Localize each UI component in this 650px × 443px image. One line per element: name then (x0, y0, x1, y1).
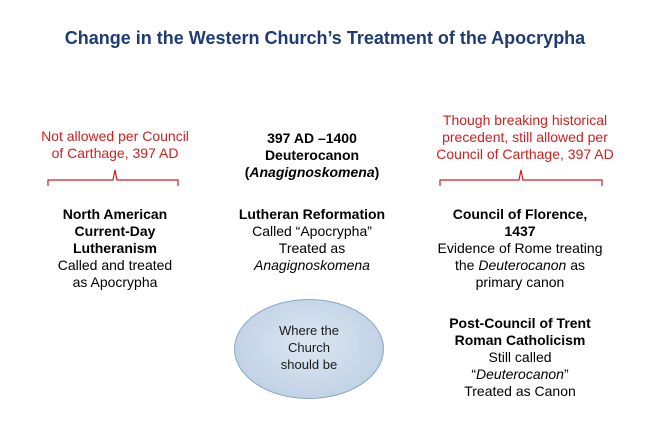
ellipse-line-3: should be (280, 357, 338, 372)
left-annotation-line-1: Not allowed per Council (41, 128, 189, 144)
florence-heading-line-1: Council of Florence, (452, 206, 588, 222)
trent-body-line-3: Treated as Canon (464, 383, 576, 399)
florence-body-term: Deuterocanon (478, 257, 567, 273)
center-body-line-2: Treated as (278, 240, 346, 256)
left-body-line-1: Called and treated (57, 257, 173, 273)
trent-body-line-1: Still called (488, 349, 552, 365)
center-period-term: Anagignoskomena (249, 164, 375, 180)
left-heading-line-1: North American (62, 206, 168, 222)
right-annotation-line-2: precedent, still allowed per (442, 129, 608, 145)
center-period-line-2: Deuterocanon (264, 147, 360, 163)
center-heading: Lutheran Reformation (238, 206, 386, 222)
left-heading-line-2: Current-Day (74, 223, 156, 239)
right-trent-block (430, 315, 610, 400)
trent-body-term: Deuterocanon (476, 366, 564, 382)
left-annotation-line-2: of Carthage, 397 AD (51, 145, 179, 161)
right-annotation-line-3: Council of Carthage, 397 AD (436, 146, 614, 162)
trent-body-line-2: “Deuterocanon” (471, 366, 569, 382)
florence-body-line-1: Evidence of Rome treating (437, 240, 603, 256)
center-body-line-1: Called “Apocrypha” (252, 223, 372, 239)
trent-heading-line-1: Post-Council of Trent (449, 315, 591, 331)
left-heading-line-3: Lutheranism (72, 240, 157, 256)
florence-body-line-2: the Deuterocanon as (455, 257, 585, 273)
left-body-line-2: as Apocrypha (72, 274, 158, 290)
center-body-term: Anagignoskomena (254, 257, 370, 273)
trent-heading-line-2: Roman Catholicism (454, 332, 586, 348)
florence-heading-line-2: 1437 (504, 223, 536, 239)
right-florence-block (430, 206, 610, 291)
center-period-line-3: (Anagignoskomena) (244, 164, 380, 180)
florence-body-line-3: primary canon (475, 274, 565, 290)
right-annotation-line-1: Though breaking historical (442, 112, 608, 128)
center-period-line-1: 397 AD –1400 (267, 130, 357, 146)
ellipse-line-2: Church (288, 340, 330, 355)
ellipse-line-1: Where the (279, 323, 339, 338)
page-title: Change in the Western Church’s Treatment of the Apocrypha (64, 28, 586, 48)
